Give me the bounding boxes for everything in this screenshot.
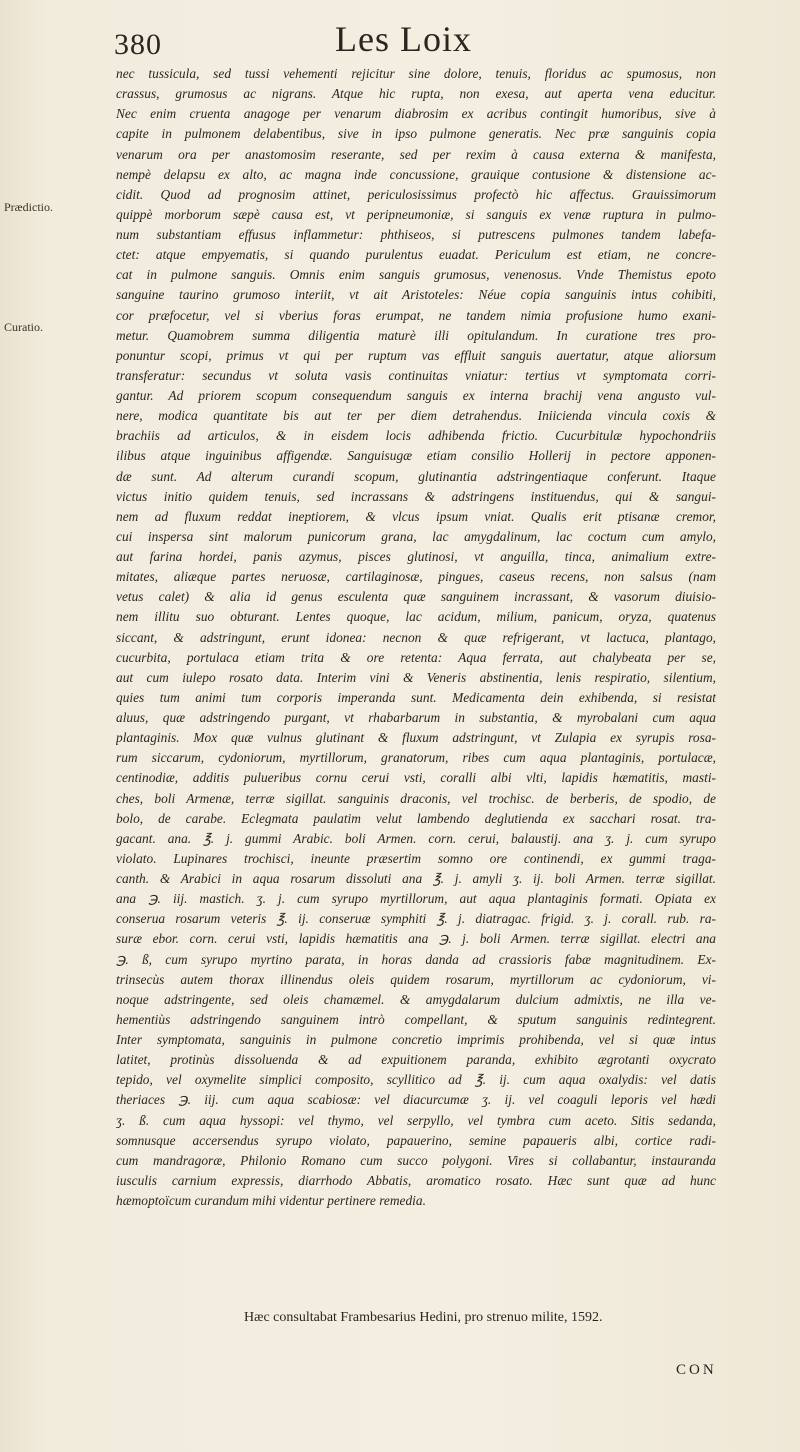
text-line: somnusque accersendus syrupo violato, papauerino, semine papaueris albi, cortice radi- xyxy=(116,1132,716,1148)
attribution-line: Hæc consultabat Frambesarius Hedini, pro strenuo milite, 1592. xyxy=(244,1310,603,1325)
text-line: ctet: atque empyematis, si quando purulentus euadat. Periculum est etiam, ne concre- xyxy=(116,247,716,263)
text-line: centinodiæ, additis pulueribus cornu cerui vsti, coralli albi vlti, lapidis hæmatitis, masti- xyxy=(116,770,716,786)
text-line: nem ad fluxum reddat ineptiorem, & vlcus ipsum vniat. Qualis erit ptisanæ cremor, xyxy=(116,508,716,524)
text-line: nempè delapsu ex alto, ac magna inde concussione, grauique contusione & distensione ac- xyxy=(116,166,716,182)
text-line: Inter symptomata, sanguinis in pulmone concretio imprimis prohibenda, vel si quæ intus xyxy=(116,1032,716,1047)
margin-note-praedictio: Prædictio. xyxy=(4,200,54,214)
text-line: iusculis carnium expressis, diarrhodo Abbatis, aromatico rosato. Hæc sunt quæ ad hunc xyxy=(116,1172,716,1188)
text-line: cum mandragoræ, Philonio Romano cum succo polygoni. Vires si collabantur, instauranda xyxy=(116,1152,716,1168)
text-line: ℈. ß, cum syrupo myrtino parata, in horas danda ad crassioris fabæ magnitudinem. Ex- xyxy=(116,951,716,967)
text-line: ches, boli Armenæ, terræ sigillat. sanguinis draconis, vel trochisc. de berberis, de spodio, de xyxy=(116,790,716,806)
text-line: canth. & Arabici in aqua rosarum dissoluti ana ℥. j. amyli ʒ. ij. boli Armen. terræ sigillat. xyxy=(116,871,716,886)
text-line: cui inspersa sint malorum punicorum grana, lac amygdalinum, lac coctum cum amylo, xyxy=(116,528,716,544)
text-line: aut farina hordei, panis azymus, pisces glutinosi, vt anguilla, tinca, animalium extre- xyxy=(116,549,716,564)
text-line: ponuntur scopi, primus vt qui per ruptum vas effluit sanguis auertatur, atque aliorsum xyxy=(116,347,716,363)
text-line: metur. Quamobrem summa diligentia maturè illi opitulandum. In curatione tres pro- xyxy=(116,327,716,343)
text-line: sanguine taurino grumoso interiit, vt ait Aristoteles: Néue copia sanguinis intus cohibiti, xyxy=(116,287,716,303)
text-line: Nec enim cruenta anagoge per venarum diabrosim ex acribus contingit humoribus, sive à xyxy=(116,106,716,122)
text-line: theriaces ℈. iij. cum aqua scabiosæ: vel diacurcumæ ʒ. ij. vel coaguli leporis vel hædi xyxy=(116,1092,716,1108)
text-line: latitet, protinùs dissoluenda & ad expuitionem paranda, exhibito ægrotanti oxycrato xyxy=(116,1052,716,1068)
text-line: ana ℈. iij. mastich. ʒ. j. cum syrupo myrtillorum, aut aqua plantaginis formati. Opiata ex xyxy=(116,891,716,907)
text-line: suræ ebor. corn. cerui vsti, lapidis hæmatitis ana ℈. j. boli Armen. terræ sigillat. electri ana xyxy=(116,931,716,947)
body-text xyxy=(116,64,716,1211)
text-line: transferatur: secundus vt soluta vasis continuitas vniatur: tertius vt symptomata corri- xyxy=(116,367,716,383)
text-line: hementiùs adstringendo sanguinem intrò compellant, & sputum sanguinis redintegrent. xyxy=(116,1011,716,1027)
page-number: 380 xyxy=(114,28,162,61)
text-line: trinsecùs autem thorax illinendus oleis quidem rosarum, myrtillorum ac cydoniorum, vi- xyxy=(116,971,716,987)
text-line: nec tussicula, sed tussi vehementi rejicitur sine dolore, tenuis, floridus ac spumosus, non xyxy=(116,66,716,81)
text-line: bolo, de carabe. Eclegmata paulatim velut lambendo deglutienda ex sacchari rosat. tra- xyxy=(116,810,716,826)
running-head: Les Loix xyxy=(335,19,472,59)
text-line: violato. Lupinares trochisci, ineunte præsertim somno ore continendi, ex gummi traga- xyxy=(116,850,716,866)
margin-note-curatio: Curatio. xyxy=(4,320,43,334)
text-line: plantaginis. Mox quæ vulnus glutinant & fluxum adstringunt, vt Zulapia ex syrupis rosa- xyxy=(116,730,716,746)
text-line: num substantiam effusus inflammetur: phthiseos, si putrescens pulmones tandem labefa- xyxy=(116,227,716,242)
text-line: venarum ora per anastomosim reserante, sed per rexim à causa externa & manifesta, xyxy=(116,146,716,162)
text-line: tepido, vel oxymelite simplici composito, scyllitico ad ℥. ij. cum aqua oxalydis: vel datis xyxy=(116,1072,716,1088)
text-line: quippè morborum sæpè causa est, vt peripneumoniæ, si sanguis ex venæ ruptura in pulmo- xyxy=(116,206,716,222)
text-line: gacant. ana. ℥. j. gummi Arabic. boli Armen. corn. cerui, balaustij. ana ʒ. j. cum syrupo xyxy=(116,830,716,846)
text-line: cidit. Quod ad prognosim attinet, periculosissimus profectò hic affectus. Grauissimorum xyxy=(116,186,716,202)
text-line: aut cum iulepo rosato data. Interim vini & Veneris abstinentia, lenis respiratio, silentium, xyxy=(116,669,716,685)
text-line: crassus, grumosus ac nigrans. Atque hic rupta, non exesa, aut aperta vena educitur. xyxy=(116,86,716,102)
text-line: conserua rosarum veteris ℥. ij. conseruæ symphiti ℥. j. diatragac. frigid. ʒ. j. corall. rub. ra- xyxy=(116,911,716,927)
text-line: ilibus atque inguinibus affigendæ. Sanguisugæ etiam consilio Hollerij in pectore apponen- xyxy=(116,448,716,464)
text-line: quies tum animi tum corporis imperanda sunt. Medicamenta dein exhibenda, si resistat xyxy=(116,689,716,705)
text-line: dæ sunt. Ad alterum curandi scopum, glutinantia adstringentiaque conferunt. Itaque xyxy=(116,468,716,484)
text-line: noque adstringente, sed oleis chamæmel. & amygdalarum dulcium admixtis, ne illa ve- xyxy=(116,991,716,1007)
text-line: nere, modica quantitate bis aut ter per diem detrahendus. Iniicienda vincula coxis & xyxy=(116,408,716,424)
text-line: hæmoptoïcum curandum mihi videntur pertinere remedia. xyxy=(116,1193,426,1208)
text-line: mitates, aliæque partes neruosæ, cartilaginosæ, pingues, caseus recens, non salsus (nam xyxy=(116,569,716,585)
text-line: ʒ. ß. cum aqua hyssopi: vel thymo, vel serpyllo, vel tymbra cum aceto. Sitis sedanda, xyxy=(116,1112,716,1128)
text-line: gantur. Ad priorem scopum consequendum sanguis ex interna brachij vena angusto vul- xyxy=(116,388,716,403)
text-line: capite in pulmonem delabentibus, sive in ipso pulmone generatis. Nec præ sanguinis copia xyxy=(116,126,716,142)
text-line: vetus calet) & alia id genus esculenta quæ sanguinem incrassant, & vasorum diuisio- xyxy=(116,589,716,605)
catchword: CON xyxy=(676,1362,717,1378)
text-line: brachiis ad articulos, & in eisdem locis adhibenda frictio. Cucurbitulæ hypochondriis xyxy=(116,428,716,444)
text-line: victus initio quidem tenuis, sed incrassans & adstringens instituendus, qui & sangui- xyxy=(116,488,716,504)
text-line: rum siccarum, cydoniorum, myrtillorum, granatorum, ribes cum aqua plantaginis, portulacæ, xyxy=(116,750,716,766)
text-line: cucurbita, portulaca etiam trita & ore retenta: Aqua ferrata, aut chalybeata per se, xyxy=(116,649,716,665)
text-line: aluus, quæ adstringendo purgant, vt rhabarbarum in substantia, & myrobalani cum aqua xyxy=(116,710,716,725)
text-line: cor præfocetur, vel si vberius foras erumpat, ne tandem nimia profusione humo exani- xyxy=(116,307,716,323)
text-line: siccant, & adstringunt, erunt idonea: necnon & quæ refrigerant, vt lactuca, plantago, xyxy=(116,629,716,645)
text-line: nem illitu suo obturant. Lentes quoque, lac acidum, milium, panicum, oryza, quatenus xyxy=(116,609,716,625)
text-line: cat in pulmone sanguis. Omnis enim sanguis grumosus, venenosus. Vnde Themistus epoto xyxy=(116,267,716,283)
